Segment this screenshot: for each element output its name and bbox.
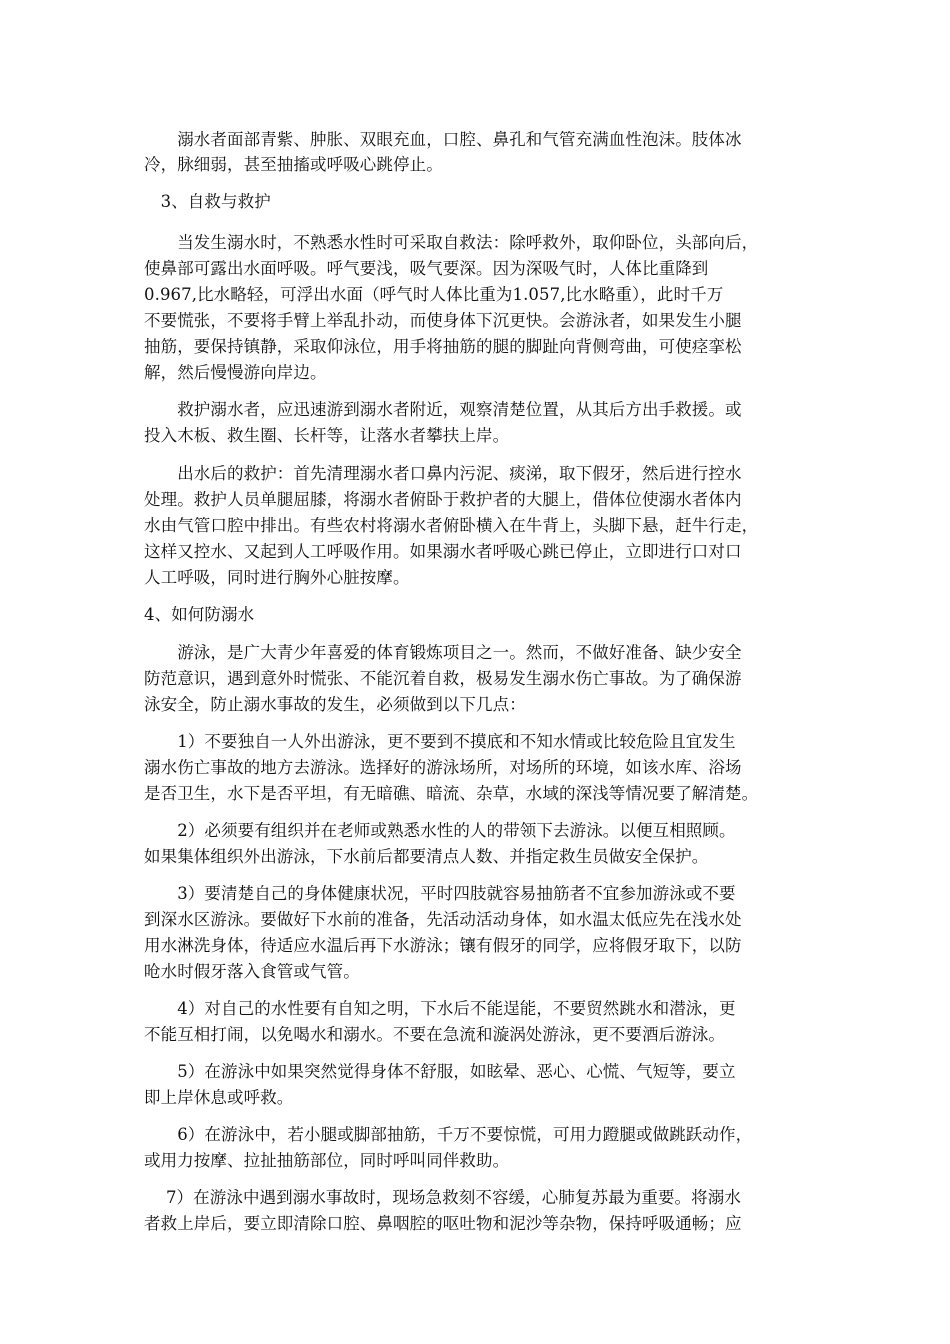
text-line: 呛水时假牙落入食管或气管。 (144, 962, 360, 981)
text-line: 这样又控水、又起到人工呼吸作用。如果溺水者呼吸心跳已停止，立即进行口对口 (144, 542, 742, 561)
text-line: 到深水区游泳。要做好下水前的准备，先活动活动身体，如水温太低应先在浅水处 (144, 910, 742, 929)
text-line: 溺水伤亡事故的地方去游泳。选择好的游泳场所，对场所的环境，如该水库、浴场 (144, 758, 742, 777)
text-line: 或用力按摩、拉扯抽筋部位，同时呼叫同伴救助。 (144, 1151, 510, 1170)
text-line: 如果集体组织外出游泳，下水前后都要清点人数、并指定救生员做安全保护。 (144, 847, 709, 866)
text-line: 救护溺水者，应迅速游到溺水者附近，观察清楚位置，从其后方出手救援。或 (144, 400, 742, 419)
text-line: 是否卫生，水下是否平坦，有无暗礁、暗流、杂草，水域的深浅等情况要了解清楚。 (144, 784, 759, 803)
text-line: 不能互相打闹，以免喝水和溺水。不要在急流和漩涡处游泳，更不要酒后游泳。 (144, 1025, 725, 1044)
text-line: 使鼻部可露出水面呼吸。呼气要浅，吸气要深。因为深吸气时，人体比重降到 (144, 259, 709, 278)
text-line: 防范意识，遇到意外时慌张、不能沉着自救，极易发生溺水伤亡事故。为了确保游 (144, 669, 742, 688)
text-line: 7）在游泳中遇到溺水事故时，现场急救刻不容缓，心肺复苏最为重要。将溺水 (144, 1188, 741, 1207)
text-line: 2）必须要有组织并在老师或熟悉水性的人的带领下去游泳。以便互相照顾。 (144, 821, 736, 840)
text-line: 出水后的救护：首先清理溺水者口鼻内污泥、痰涕，取下假牙，然后进行控水 (144, 464, 742, 483)
text-line: 4、如何防溺水 (144, 605, 255, 624)
text-line: 人工呼吸，同时进行胸外心脏按摩。 (144, 568, 410, 587)
text-line: 不要慌张，不要将手臂上举乱扑动，而使身体下沉更快。会游泳者，如果发生小腿 (144, 311, 742, 330)
text-line: 处理。救护人员单腿屈膝，将溺水者俯卧于救护者的大腿上，借体位使溺水者体内 (144, 490, 742, 509)
text-line: 3）要清楚自己的身体健康状况，平时四肢就容易抽筋者不宜参加游泳或不要 (144, 884, 736, 903)
text-line: 泳安全，防止溺水事故的发生，必须做到以下几点： (144, 695, 526, 714)
text-line: 当发生溺水时，不熟悉水性时可采取自救法：除呼救外，取仰卧位，头部向后， (144, 233, 759, 252)
text-line: 0.967,比水略轻，可浮出水面（呼气时人体比重为1.057,比水略重），此时千万 (144, 285, 724, 304)
text-line: 解，然后慢慢游向岸边。 (144, 363, 327, 382)
text-line: 抽筋，要保持镇静，采取仰泳位，用手将抽筋的腿的脚趾向背侧弯曲，可使痉挛松 (144, 337, 742, 356)
text-line: 用水淋洗身体，待适应水温后再下水游泳；镶有假牙的同学，应将假牙取下，以防 (144, 936, 742, 955)
text-line: 1）不要独自一人外出游泳，更不要到不摸底和不知水情或比较危险且宜发生 (144, 732, 736, 751)
text-line: 游泳，是广大青少年喜爱的体育锻炼项目之一。然而，不做好准备、缺少安全 (144, 643, 742, 662)
text-line: 5）在游泳中如果突然觉得身体不舒服，如眩晕、恶心、心慌、气短等，要立 (144, 1062, 736, 1081)
text-line: 4）对自己的水性要有自知之明，下水后不能逞能，不要贸然跳水和潜泳，更 (144, 999, 736, 1018)
text-line: 溺水者面部青紫、肿胀、双眼充血，口腔、鼻孔和气管充满血性泡沫。肢体冰 (144, 130, 742, 149)
text-line: 3、自救与救护 (144, 192, 271, 211)
text-line: 冷，脉细弱，甚至抽搐或呼吸心跳停止。 (144, 155, 443, 174)
text-line: 投入木板、救生圈、长杆等，让落水者攀扶上岸。 (144, 426, 510, 445)
text-line: 者救上岸后，要立即清除口腔、鼻咽腔的呕吐物和泥沙等杂物，保持呼吸通畅；应 (144, 1214, 742, 1233)
text-line: 6）在游泳中，若小腿或脚部抽筋，千万不要惊慌，可用力蹬腿或做跳跃动作， (144, 1125, 753, 1144)
text-line: 即上岸休息或呼救。 (144, 1088, 294, 1107)
text-line: 水由气管口腔中排出。有些农村将溺水者俯卧横入在牛背上，头脚下悬，赶牛行走， (144, 516, 759, 535)
